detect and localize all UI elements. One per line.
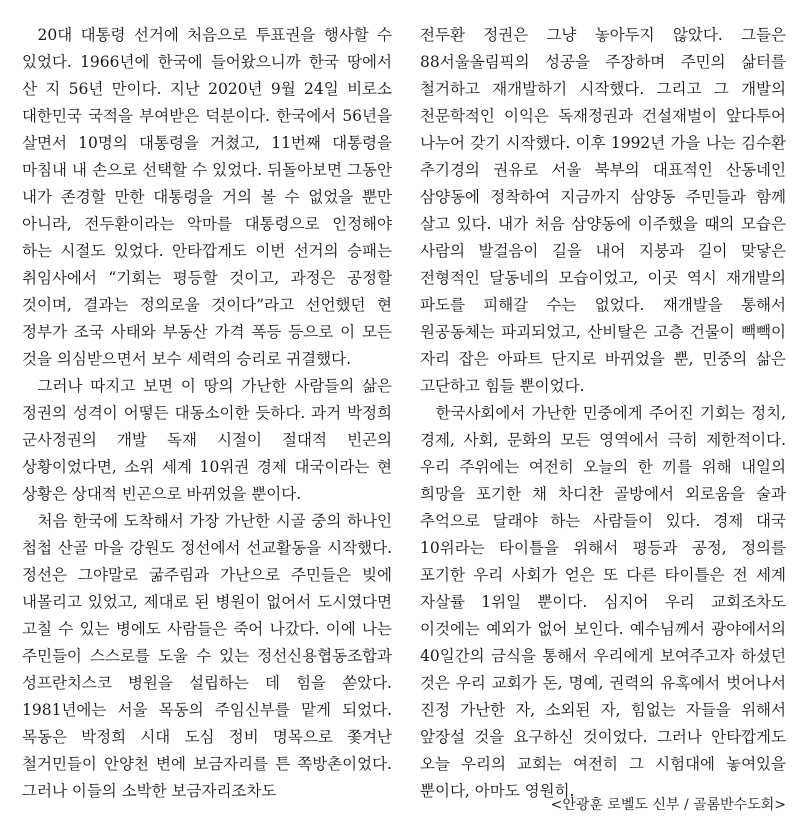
author-signature: <안광훈 로벨도 신부 / 골롬반수도회> [550, 797, 786, 813]
paragraph-continued: 전두환 정권은 그냥 놓아두지 않았다. 그들은 88서울올림픽의 성공을 주장하며 주민의 삶터를 철거하고 재개발하기 시작했다. 그리고 그 개발의 천문학적인 이익은 독재정권과 건설재벌이 앞다투어 나누어 갖기 시작했다. 이후 1992년 가을 나는 김수환 추기경의 권유로 서울 북부의 대표적인 산동네인 삼양동에 정착하여 지금까지 삼양동 주민들과 함께 살고 있다. 내가 처음 삼양동에 이주했을 때의 모습은 사람의 발걸음이 길을 내어 지붕과 길이 맞닿은 전형적인 달동네의 모습이었고, 이곳 역시 재개발의 파도를 피해갈 수는 없었다. 재개발을 통해서 원공동체는 파괴되었고, 산비탈은 고층 건물이 빽빽이 자리 잡은 아파트 단지로 바뀌었을 뿐, 민중의 삶은 고단하고 힘들 뿐이었다. [420, 26, 786, 395]
paragraph: 처음 한국에 도착해서 가장 가난한 시골 중의 하나인 첩첩 산골 마을 강원도 정선에서 선교활동을 시작했다. 정선은 그야말로 굶주림과 가난으로 주민들은 빚에 내몰리고 있었고, 제대로 된 병원이 없어서 도시였다면 고칠 수 있는 병에도 사람들은 죽어 나갔다. 이에 나는 주민들이 스스로를 도울 수 있는 정선신용협동조합과 성프란치스코 병원을 설립하는 데 힘을 쏟았다. 1981년에는 서울 목동의 주임신부를 맡게 되었다. 목동은 박정희 시대 도심 정비 명목으로 쫓겨난 철거민들이 안양천 변에 보금자리를 튼 쪽방촌이었다. 그러나 이들의 소박한 보금자리조차도 [22, 512, 392, 800]
paragraph: 그러나 따지고 보면 이 땅의 가난한 사람들의 삶은 정권의 성격이 어떻든 대동소이한 듯하다. 과거 박정희 군사정권의 개발 독재 시절이 절대적 빈곤의 상황이었다면, 소위 세계 10위권 경제 대국이라는 현 상황은 상대적 빈곤으로 바뀌었을 뿐이다. [22, 377, 392, 503]
paragraph: 20대 대통령 선거에 처음으로 투표권을 행사할 수 있었다. 1966년에 한국에 들어왔으니까 한국 땅에서 산 지 56년 만이다. 지난 2020년 9월 24일 비로소 대한민국 국적을 부여받은 덕분이다. 한국에서 56년을 살면서 10명의 대통령을 거쳤고, 11번째 대통령을 마침내 내 손으로 선택할 수 있었다. 뒤돌아보면 그동안 내가 존경할 만한 대통령을 거의 볼 수 없었을 뿐만 아니라, 전두환이라는 악마를 대통령으로 인정해야 하는 시절도 있었다. 안타깝게도 이번 선거의 승패는 취임사에서 “기회는 평등할 것이고, 과정은 공정할 것이며, 결과는 정의로울 것이다”라고 선언했던 현 정부가 조국 사태와 부동산 가격 폭등 등으로 이 모든 것을 의심받으면서 보수 세력의 승리로 귀결했다. [22, 26, 392, 368]
article-column-left [22, 22, 392, 805]
paragraph: 한국사회에서 가난한 민중에게 주어진 기회는 정치, 경제, 사회, 문화의 모든 영역에서 극히 제한적이다. 우리 주위에는 여전히 오늘의 한 끼를 위해 내일의 희망을 포기한 채 차디찬 골방에서 외로움을 술과 추억으로 달래야 하는 사람들이 있다. 경제 대국 10위라는 타이틀을 위해서 평등과 공정, 정의를 포기한 우리 사회가 얻은 또 다른 타이틀은 전 세계 자살률 1위일 뿐이다. 심지어 우리 교회조차도 이것에는 예외가 없어 보인다. 예수님께서 광야에서의 40일간의 금식을 통해서 우리에게 보여주고자 하셨던 것은 우리 교회가 돈, 명예, 권력의 유혹에서 벗어나서 진정 가난한 자, 소외된 자, 힘없는 자들을 위해서 앞장설 것을 요구하신 것이었다. 그러나 안타깝게도 오늘 우리의 교회는 여전히 그 시험대에 놓여있을 뿐이다, 아마도 영원히. [420, 404, 786, 800]
article-column-right [420, 22, 786, 805]
